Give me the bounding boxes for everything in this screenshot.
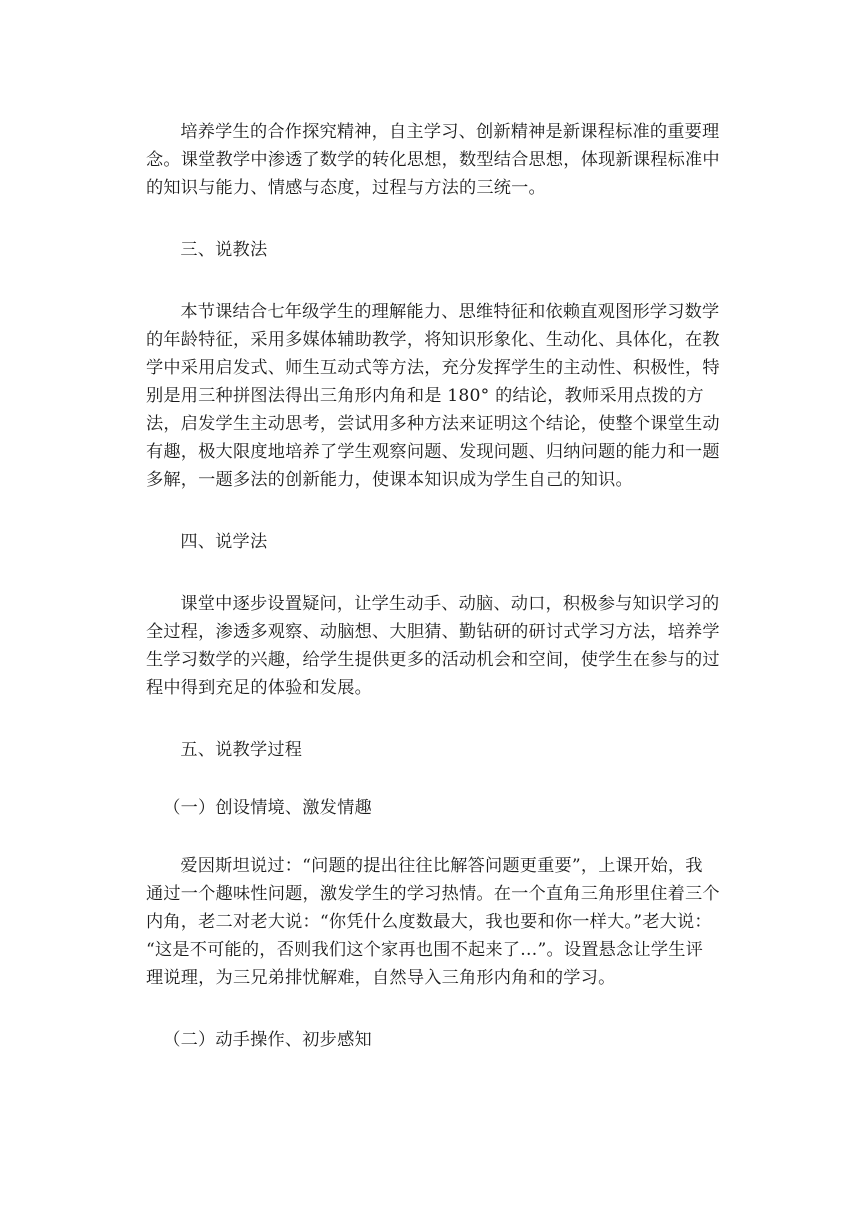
text-line: 别是用三种拼图法得出三角形内角和是 180° 的结论，教师采用点拨的方	[146, 386, 704, 406]
text-line: 培养学生的合作探究精神，自主学习、创新精神是新课程标准的重要理	[180, 122, 720, 142]
text-line: 的知识与能力、情感与态度，过程与方法的三统一。	[146, 178, 546, 198]
text-line: 本节课结合七年级学生的理解能力、思维特征和依赖直观图形学习数学	[180, 302, 720, 322]
section-heading-teaching-process: 五、说教学过程	[180, 740, 303, 760]
paragraph-teaching-method	[146, 298, 718, 494]
text-line: 生学习数学的兴趣，给学生提供更多的活动机会和空间，使学生在参与的过	[146, 650, 720, 670]
subsection-heading-hands-on: （二）动手操作、初步感知	[163, 1030, 372, 1050]
paragraph-situation	[146, 852, 718, 992]
text-line: 念。课堂教学中渗透了数学的转化思想，数型结合思想，体现新课程标准中	[146, 150, 720, 170]
text-line: 内角，老二对老大说：“你凭什么度数最大，我也要和你一样大。”老大说：	[146, 912, 712, 932]
text-line: 程中得到充足的体验和发展。	[146, 678, 373, 698]
paragraph-learning-method	[146, 590, 718, 702]
subsection-heading-situation: （一）创设情境、激发情趣	[163, 798, 372, 818]
text-line: 理说理，为三兄弟排忧解难，自然导入三角形内角和的学习。	[146, 968, 616, 988]
text-line: 爱因斯坦说过：“问题的提出往往比解答问题更重要”，上课开始，我	[180, 856, 703, 876]
paragraph-goals	[146, 118, 718, 202]
document-page	[146, 118, 718, 1054]
text-line: 全过程，渗透多观察、动脑想、大胆猜、勤钻研的研讨式学习方法，培养学	[146, 622, 720, 642]
section-heading-teaching-method: 三、说教法	[180, 240, 268, 260]
text-line: 通过一个趣味性问题，激发学生的学习热情。在一个直角三角形里住着三个	[146, 884, 720, 904]
text-line: 多解，一题多法的创新能力，使课本知识成为学生自己的知识。	[146, 470, 633, 490]
text-line: 有趣，极大限度地培养了学生观察问题、发现问题、归纳问题的能力和一题	[146, 442, 720, 462]
text-line: 学中采用启发式、师生互动式等方法，充分发挥学生的主动性、积极性，特	[146, 358, 720, 378]
text-line: 法，启发学生主动思考，尝试用多种方法来证明这个结论，使整个课堂生动	[146, 414, 720, 434]
text-line: 课堂中逐步设置疑问，让学生动手、动脑、动口，积极参与知识学习的	[180, 594, 720, 614]
text-line: “这是不可能的，否则我们这个家再也围不起来了…”。设置悬念让学生评	[146, 940, 703, 960]
text-line: 的年龄特征，采用多媒体辅助教学，将知识形象化、生动化、具体化，在教	[146, 330, 720, 350]
section-heading-learning-method: 四、说学法	[180, 532, 268, 552]
